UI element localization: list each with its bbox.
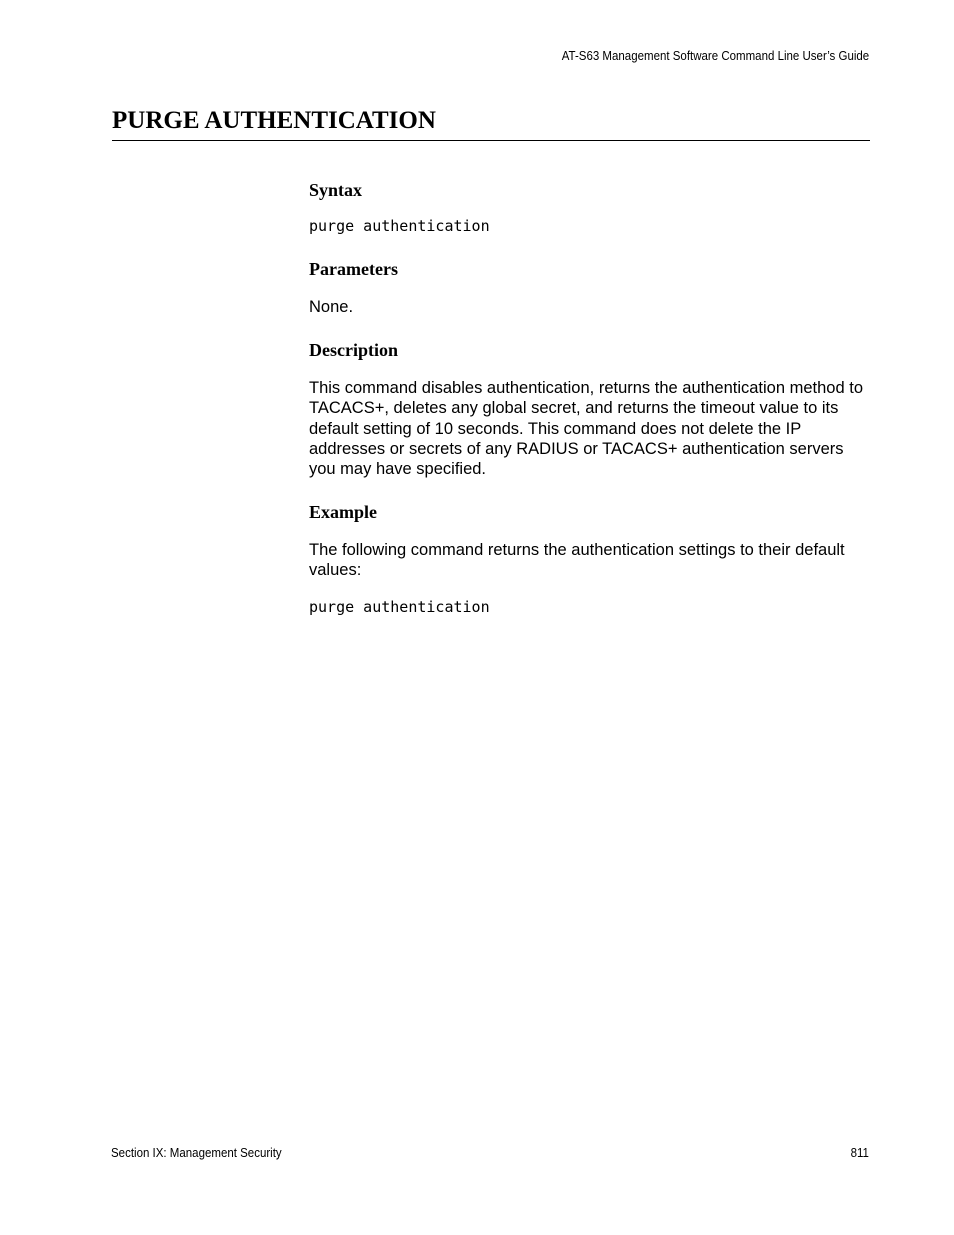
footer-page-number: 811	[850, 1146, 869, 1160]
footer-section-label: Section IX: Management Security	[111, 1146, 282, 1160]
description-heading: Description	[309, 340, 398, 360]
example-code: purge authentication	[309, 598, 490, 616]
title-divider	[112, 140, 870, 141]
parameters-text: None.	[309, 298, 354, 316]
syntax-code: purge authentication	[309, 217, 490, 235]
parameters-heading: Parameters	[309, 259, 398, 279]
page-title: PURGE AUTHENTICATION	[112, 107, 436, 134]
example-text: The following command returns the authentication settings to their default values:	[309, 541, 845, 580]
description-text: This command disables authentication, returns the authentication method to TACACS+, deletes any global secret, and returns the timeout value to its default setting of 10 seconds. This command does not delete the IP addresses or secrets of any RADIUS or TACACS+ authentication servers you may have specified.	[309, 379, 863, 479]
syntax-heading: Syntax	[309, 180, 363, 200]
example-heading: Example	[309, 502, 378, 522]
running-header: AT-S63 Management Software Command Line User’s Guide	[561, 49, 869, 63]
